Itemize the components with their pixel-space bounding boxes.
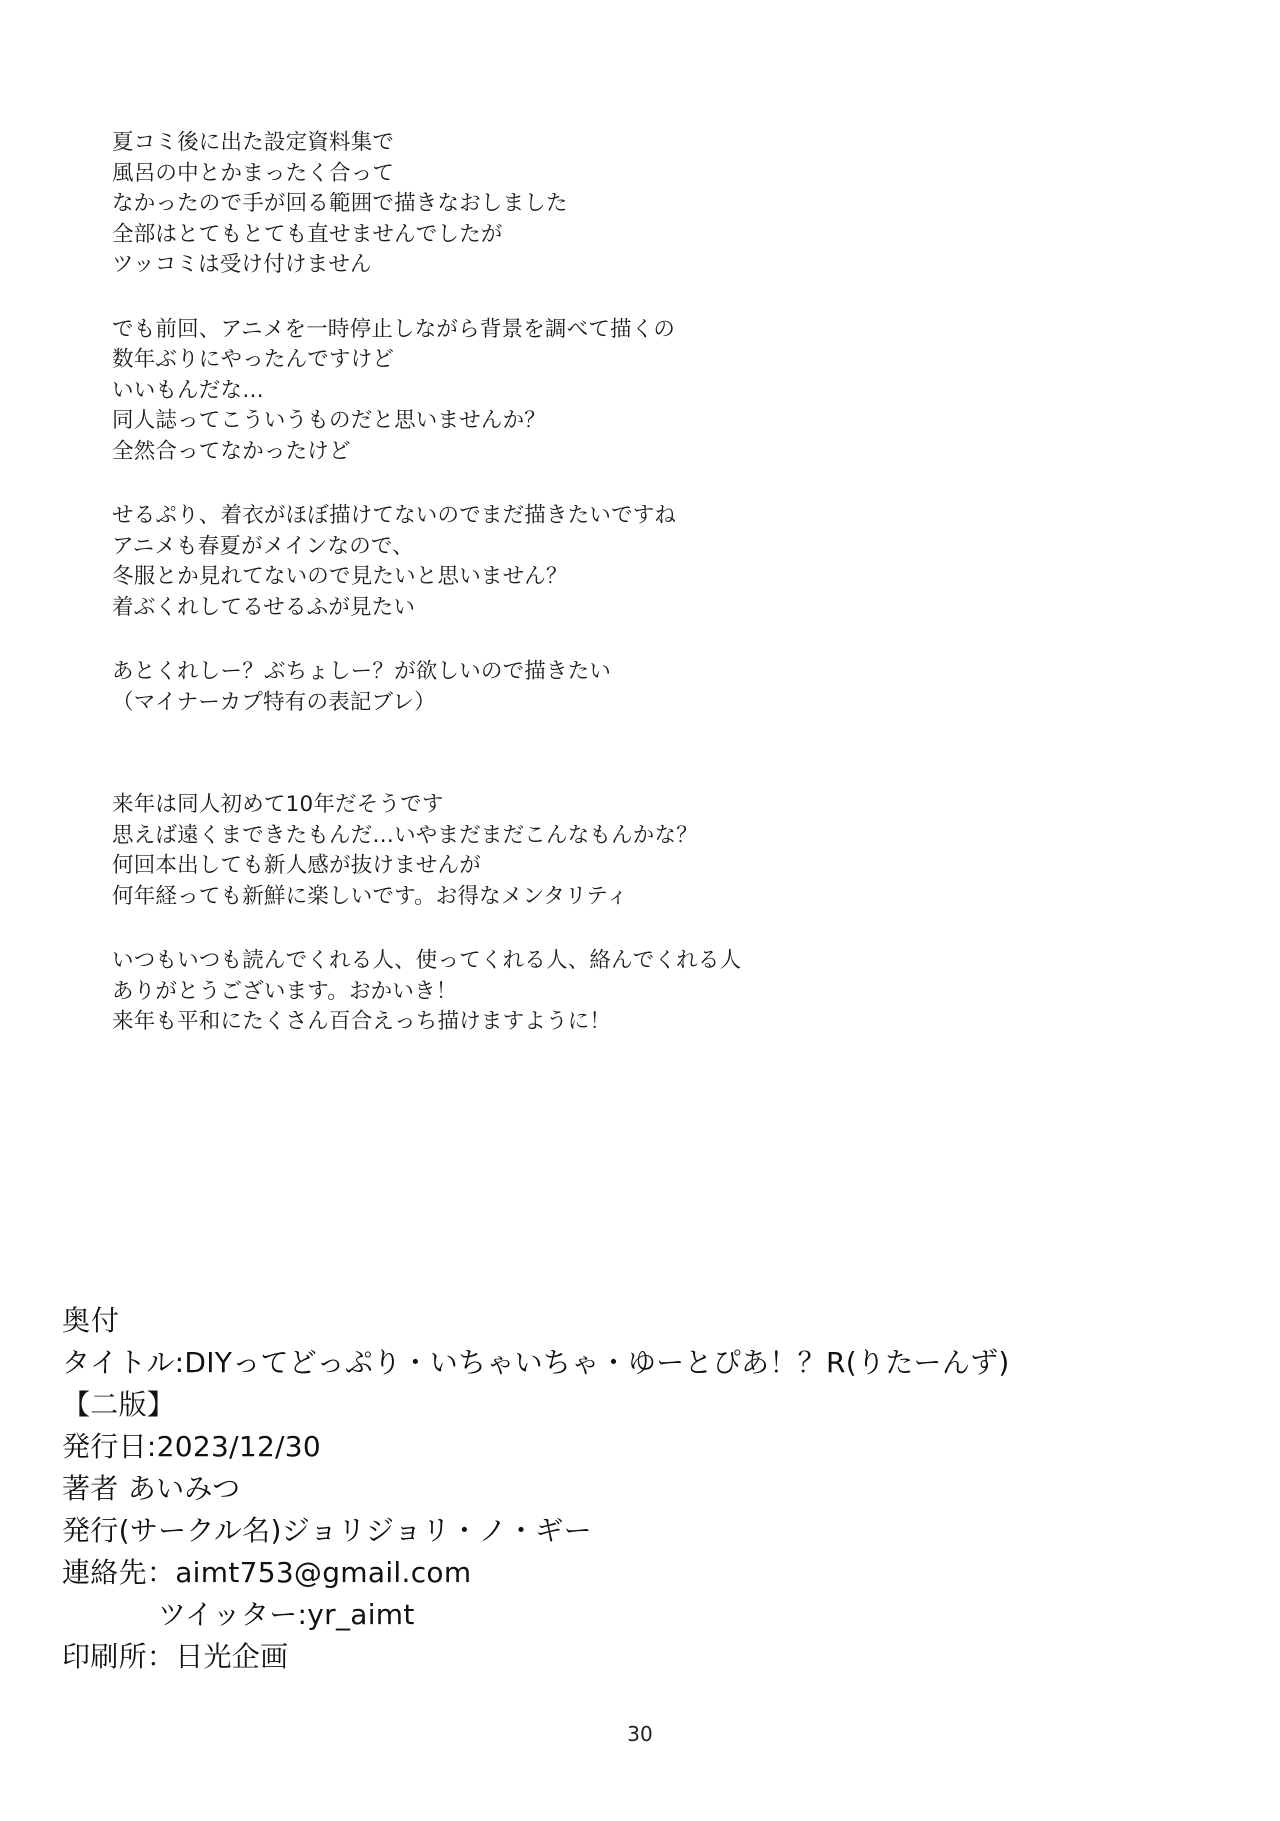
colophon-circle: 発行(サークル名)ジョリジョリ・ノ・ギー bbox=[62, 1514, 592, 1547]
afterword-line: アニメも春夏がメインなので、 bbox=[112, 533, 414, 559]
afterword-line: いつもいつも読んでくれる人、使ってくれる人、絡んでくれる人 bbox=[112, 948, 742, 973]
afterword-line: ありがとうございます。おかいき！ bbox=[112, 978, 458, 1004]
afterword-line: 全部はとてもとても直せませんでしたが bbox=[112, 221, 503, 247]
afterword-line: なかったので手が回る範囲で描きなおしました bbox=[112, 191, 568, 216]
colophon-contact-email: 連絡先：aimt753@gmail.com bbox=[62, 1556, 472, 1589]
afterword-paragraph bbox=[112, 128, 1012, 281]
afterword-line: ツッコミは受け付けません bbox=[112, 252, 372, 277]
afterword-line: 風呂の中とかまったく合って bbox=[112, 160, 395, 186]
afterword-line: あとくれしー？ぶちょしー？が欲しいので描きたい bbox=[112, 659, 612, 684]
afterword-line: 全然合ってなかったけど bbox=[112, 438, 351, 464]
afterword-paragraph bbox=[112, 790, 1012, 912]
afterword-paragraph bbox=[112, 657, 1012, 718]
afterword-line: 何回本出しても新人感が抜けませんが bbox=[112, 853, 481, 878]
afterword-paragraph bbox=[112, 315, 1012, 468]
afterword-line: 同人誌ってこういうものだと思いませんか？ bbox=[112, 408, 547, 433]
colophon-block bbox=[62, 1300, 1182, 1678]
afterword-paragraph bbox=[112, 501, 1012, 623]
colophon-title: タイトル:DIYってどっぷり・いちゃいちゃ・ゆーとぴあ！？R(りたーんず) bbox=[62, 1346, 1010, 1379]
colophon-twitter: ツイッター:yr_aimt bbox=[158, 1598, 415, 1631]
afterword-line: 来年は同人初めて10年だそうです bbox=[112, 792, 444, 817]
afterword-paragraph bbox=[112, 946, 1012, 1038]
page-number: 30 bbox=[627, 1722, 653, 1746]
afterword-line: 夏コミ後に出た設定資料集で bbox=[112, 130, 395, 155]
colophon-publish-date: 発行日:2023/12/30 bbox=[62, 1430, 322, 1463]
afterword-line: でも前回、アニメを一時停止しながら背景を調べて描くの bbox=[112, 316, 676, 342]
colophon-author: 著者 あいみつ bbox=[62, 1472, 241, 1505]
afterword-line: 着ぶくれしてるせるふが見たい bbox=[112, 594, 416, 620]
afterword-line: いいもんだな… bbox=[112, 377, 264, 403]
colophon-heading: 奥付 bbox=[62, 1304, 121, 1337]
afterword-line: 思えば遠くまできたもんだ…いやまだまだこんなもんかな？ bbox=[112, 822, 698, 848]
colophon-edition: 【二版】 bbox=[62, 1388, 176, 1421]
afterword-line: （マイナーカプ特有の表記ブレ） bbox=[112, 689, 436, 715]
afterword-line: 数年ぶりにやったんですけど bbox=[112, 347, 395, 372]
afterword-line: 冬服とか見れてないので見たいと思いません？ bbox=[112, 564, 568, 589]
afterword-line: 来年も平和にたくさん百合えっち描けますように！ bbox=[112, 1009, 612, 1034]
colophon-printer: 印刷所：日光企画 bbox=[62, 1640, 289, 1673]
afterword-line: せるぷり、着衣がほぼ描けてないのでまだ描きたいですね bbox=[112, 503, 677, 528]
afterword-line: 何年経っても新鮮に楽しいです。お得なメンタリティ bbox=[112, 883, 629, 909]
afterword-text-block bbox=[112, 128, 1012, 1038]
